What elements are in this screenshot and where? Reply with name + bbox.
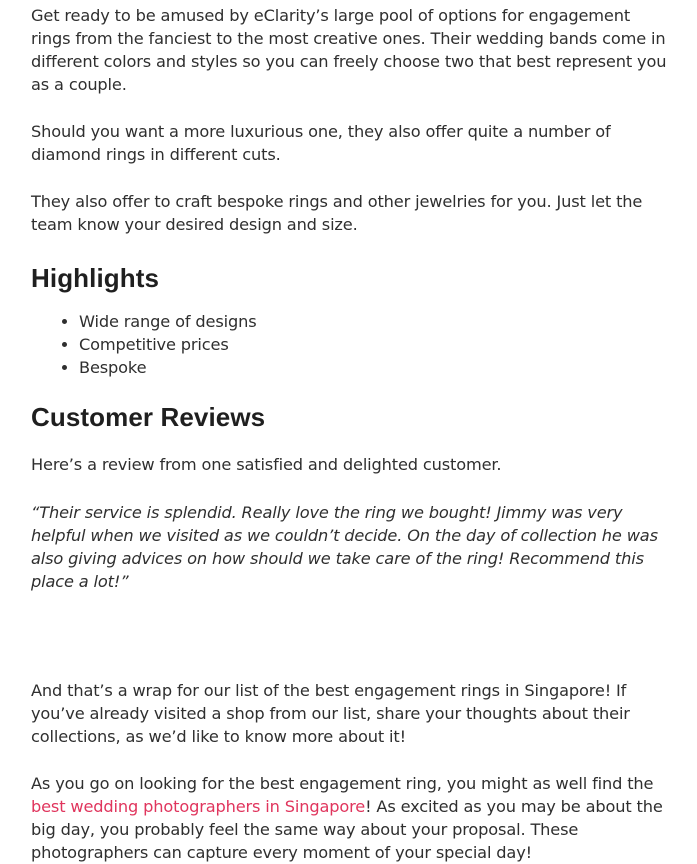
highlights-heading: Highlights xyxy=(31,263,160,293)
photographers-paragraph xyxy=(31,772,667,864)
bespoke-paragraph: They also offer to craft bespoke rings and other jewelries for you. Just let the team know your desired design and size. xyxy=(31,192,643,234)
photographers-text-before: As you go on looking for the best engagement ring, you might as well find the xyxy=(31,774,654,793)
article-body xyxy=(31,4,667,864)
closing-paragraph: And that’s a wrap for our list of the best engagement rings in Singapore! If you’ve already visited a shop from our list, share your thoughts about their collections, as we’d like to know more about it! xyxy=(31,681,630,746)
review-intro: Here’s a review from one satisfied and delighted customer. xyxy=(31,455,502,474)
list-item: • Wide range of designs xyxy=(79,310,667,333)
highlights-list xyxy=(31,310,667,379)
luxury-paragraph: Should you want a more luxurious one, they also offer quite a number of diamond rings in different cuts. xyxy=(31,122,611,164)
intro-paragraph: Get ready to be amused by eClarity’s large pool of options for engagement rings from the fanciest to the most creative ones. Their wedding bands come in different colors and styles so you can freely choose two that best represent you as a couple. xyxy=(31,6,667,94)
customer-reviews-heading: Customer Reviews xyxy=(31,402,266,432)
photographers-text-after: ! As excited as you may be about the big day, you probably feel the same way about your proposal. These photographers can capture every moment of your special day! xyxy=(31,797,663,862)
wedding-photographers-link[interactable]: best wedding photographers in Singapore xyxy=(31,797,366,816)
list-item: • Competitive prices xyxy=(79,333,667,356)
customer-quote: “Their service is splendid. Really love the ring we bought! Jimmy was very helpful when we visited as we couldn’t decide. On the day of collection he was also giving advices on how should we take care of the ring! Recommend this place a lot!” xyxy=(31,503,658,591)
list-item: • Bespoke xyxy=(79,356,667,379)
